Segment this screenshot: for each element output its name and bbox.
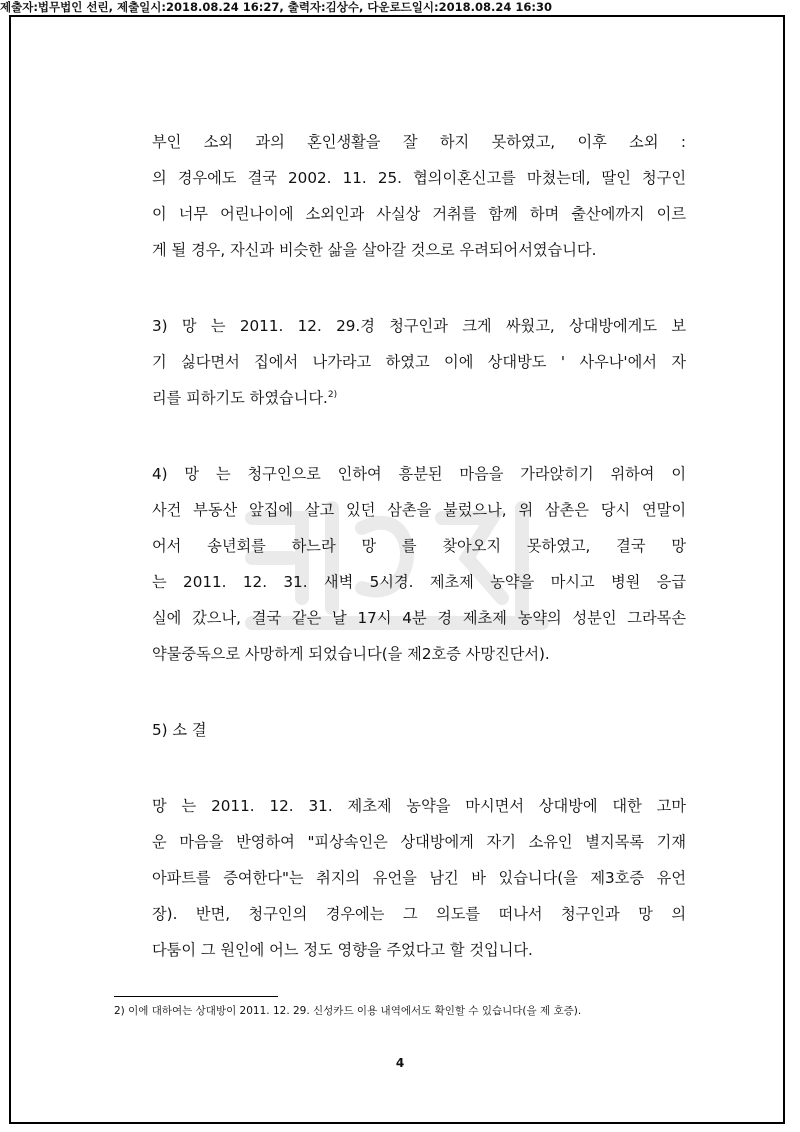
page-number: 4 — [395, 1056, 405, 1070]
text-line: 사건 부동산 앞집에 살고 있던 삼촌을 불렀으나, 위 삼촌은 당시 연말이 — [152, 501, 686, 519]
text-segment: 리를 피하기도 하였습니다. — [152, 389, 328, 407]
submission-header: 제출자:법무법인 선린, 제출일시:2018.08.24 16:27, 출력자:김상수, 다운로드일시:2018.08.24 16:30 — [0, 0, 552, 14]
text-line — [152, 380, 686, 416]
paragraph-1 — [152, 124, 686, 268]
footnote-text: 2) 이에 대하여는 상대방이 2011. 12. 29. 신성카드 이용 내역에서도 확인할 수 있습니다(을 제 호증). — [114, 1005, 582, 1017]
text-line: 망 는 2011. 12. 31. 제초제 농약을 마시면서 상대방에 대한 고마 — [152, 797, 686, 815]
paragraph-gap — [152, 416, 686, 456]
paragraph-2 — [152, 308, 686, 416]
text-line: 게 될 경우, 자신과 비슷한 삶을 살아갈 것으로 우려되어서였습니다. — [152, 241, 597, 259]
paragraph-4 — [152, 788, 686, 968]
text-line: 다툼이 그 원인에 어느 정도 영향을 주었다고 할 것입니다. — [152, 941, 533, 959]
text-line: 아파트를 증여한다"는 취지의 유언을 남긴 바 있습니다(을 제3호증 유언 — [152, 869, 686, 887]
footnote-reference[interactable]: 2) — [327, 389, 338, 400]
heading-text: 5) 소 결 — [152, 721, 207, 739]
paragraph-gap — [152, 672, 686, 712]
text-line: 3) 망 는 2011. 12. 29.경 청구인과 크게 싸웠고, 상대방에게도 보 — [152, 317, 686, 335]
section-heading — [152, 712, 686, 748]
footnote-separator — [114, 996, 278, 997]
text-line: 약물중독으로 사망하게 되었습니다(을 제2호증 사망진단서). — [152, 645, 550, 663]
text-line: 장). 반면, 청구인의 경우에는 그 의도를 떠나서 청구인과 망 의 — [152, 905, 686, 923]
text-line: 4) 망 는 청구인으로 인하여 흥분된 마음을 가라앉히기 위하여 이 — [152, 465, 686, 483]
text-line: 의 경우에도 결국 2002. 11. 25. 협의이혼신고를 마쳤는데, 딸인 청구인 — [152, 169, 686, 187]
text-line: 부인 소외 과의 혼인생활을 잘 하지 못하였고, 이후 소외 : — [152, 133, 686, 151]
text-line: 는 2011. 12. 31. 새벽 5시경. 제초제 농약을 마시고 병원 응급 — [152, 573, 686, 591]
document-body — [152, 124, 686, 968]
text-line: 기 싫다면서 집에서 나가라고 하였고 이에 상대방도 ' 사우나'에서 자 — [152, 353, 686, 371]
text-line: 실에 갔으나, 결국 같은 날 17시 4분 경 제초제 농약의 성분인 그라목손 — [152, 609, 686, 627]
paragraph-3 — [152, 456, 686, 672]
text-line: 이 너무 어린나이에 소외인과 사실상 거취를 함께 하며 출산에까지 이르 — [152, 205, 686, 223]
text-line: 운 마음을 반영하여 "피상속인은 상대방에게 자기 소유인 별지목록 기재 — [152, 833, 686, 851]
paragraph-gap — [152, 268, 686, 308]
paragraph-gap — [152, 748, 686, 788]
text-line: 어서 송년회를 하느라 망 를 찾아오지 못하였고, 결국 망 — [152, 537, 686, 555]
